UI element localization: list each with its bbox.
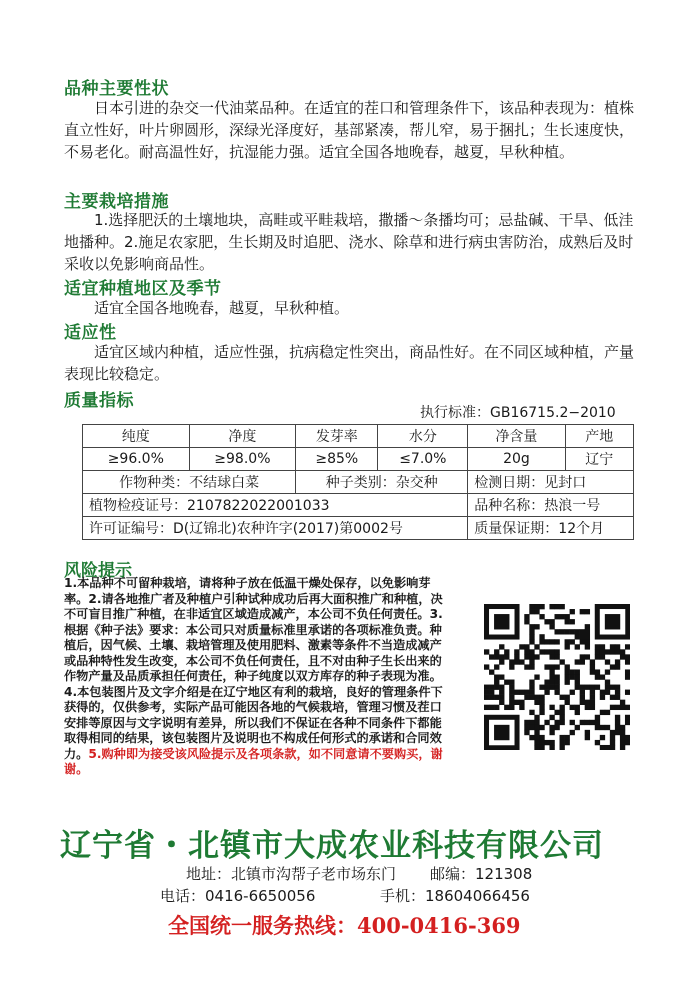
company-postcode: 邮编：121308 (430, 865, 533, 883)
header-purity: 纯度 (83, 425, 190, 448)
company-mobile: 手机：18604066456 (380, 887, 530, 905)
test-date: 检测日期：见封口 (468, 471, 634, 494)
value-moisture: ≤7.0% (378, 448, 468, 471)
company-phone: 电话：0416-6650056 (160, 887, 316, 905)
table-row (83, 471, 634, 494)
header-germination: 发芽率 (296, 425, 378, 448)
risk-text (64, 576, 448, 778)
header-origin: 产地 (565, 425, 633, 448)
table-row (83, 425, 634, 448)
section-title-adaptability: 适应性 (64, 323, 117, 343)
crop-type: 作物种类：不结球白菜 (83, 471, 296, 494)
qr-code-icon (484, 604, 630, 750)
table-row (83, 448, 634, 471)
seed-type: 种子类别：杂交种 (296, 471, 468, 494)
service-hotline: 全国统一服务热线：400-0416-369 (168, 913, 521, 938)
section-title-risk: 风险提示 (64, 561, 132, 581)
risk-body: 1.本品种不可留种栽培，请将种子放在低温干燥处保存，以免影响芽率。2.请各地推广者及种植户引种试种成功后再大面积推广和种植，决不可盲目推广种植，在非适宜区域造成减产，本公司不负任何责任。3.根据《种子法》要求：本公司只对质量标准里承诺的各项标准负责。种植后，因气候、土壤、栽培管理及使用肥料、激素等条件不当造成减产或品种特性发生改变，本公司不负任何责任，且不对由种子生长出来的作物产量及品质承担任何责任，种子纯度以双方库存的种子表现为准。4.本包装图片及文字介绍是在辽宁地区有利的栽培，良好的管理条件下获得的，仅供参考，实际产品可能因各地的气候栽培，管理习惯及茬口安排等原因与文字说明有差异，所以我们不保证在各种不同条件下都能取得相同的结果，该包装图片及说明也不构成任何形式的承诺和合同效力。 (64, 576, 443, 761)
traits-text: 日本引进的杂交一代油菜品种。在适宜的茬口和管理条件下，该品种表现为：植株直立性好，叶片卵圆形，深绿光泽度好，基部紧凑，帮儿窄，易于捆扎；生长速度快，不易老化。耐高温性好，抗湿能力强。适宜全国各地晚春，越夏，早秋种植。 (64, 99, 635, 161)
section-title-cultivation: 主要栽培措施 (64, 192, 169, 212)
section-title-traits: 品种主要性状 (64, 79, 169, 99)
value-germination: ≥85% (296, 448, 378, 471)
execution-standard: 执行标准：GB16715.2−2010 (420, 405, 616, 421)
quality-table (82, 424, 634, 540)
section-title-quality: 质量指标 (64, 391, 134, 411)
risk-warning: 5.购种即为接受该风险提示及各项条款，如不同意请不要购买，谢谢。 (64, 746, 443, 776)
shelf-life: 质量保证期：12个月 (468, 517, 634, 540)
region-text: 适宜全国各地晚春，越夏，早秋种植。 (94, 299, 350, 317)
company-name: 辽宁省・北镇市大成农业科技有限公司 (60, 828, 604, 864)
header-moisture: 水分 (378, 425, 468, 448)
variety-name: 品种名称：热浪一号 (468, 494, 634, 517)
license-number: 许可证编号：D(辽锦北)农种许字(2017)第0002号 (83, 517, 468, 540)
adaptability-text: 适宜区域内种植，适应性强，抗病稳定性突出，商品性好。在不同区域种植，产量表现比较稳定。 (64, 343, 635, 383)
header-net-content: 净含量 (468, 425, 565, 448)
value-purity: ≥96.0% (83, 448, 190, 471)
section-title-region: 适宜种植地区及季节 (64, 279, 222, 299)
table-row (83, 517, 634, 540)
value-origin: 辽宁 (565, 448, 633, 471)
quarantine-number: 植物检疫证号：2107822022001033 (83, 494, 468, 517)
table-row (83, 494, 634, 517)
cultivation-text: 1.选择肥沃的土壤地块，高畦或平畦栽培，撒播～条播均可；忌盐碱、干旱、低洼地播种。2.施足农家肥，生长期及时追肥、浇水、除草和进行病虫害防治，成熟后及时采收以免影响商品性。 (64, 211, 634, 273)
company-address: 地址：北镇市沟帮子老市场东门 (186, 865, 397, 883)
value-cleanliness: ≥98.0% (189, 448, 296, 471)
value-net-content: 20g (468, 448, 565, 471)
header-cleanliness: 净度 (189, 425, 296, 448)
